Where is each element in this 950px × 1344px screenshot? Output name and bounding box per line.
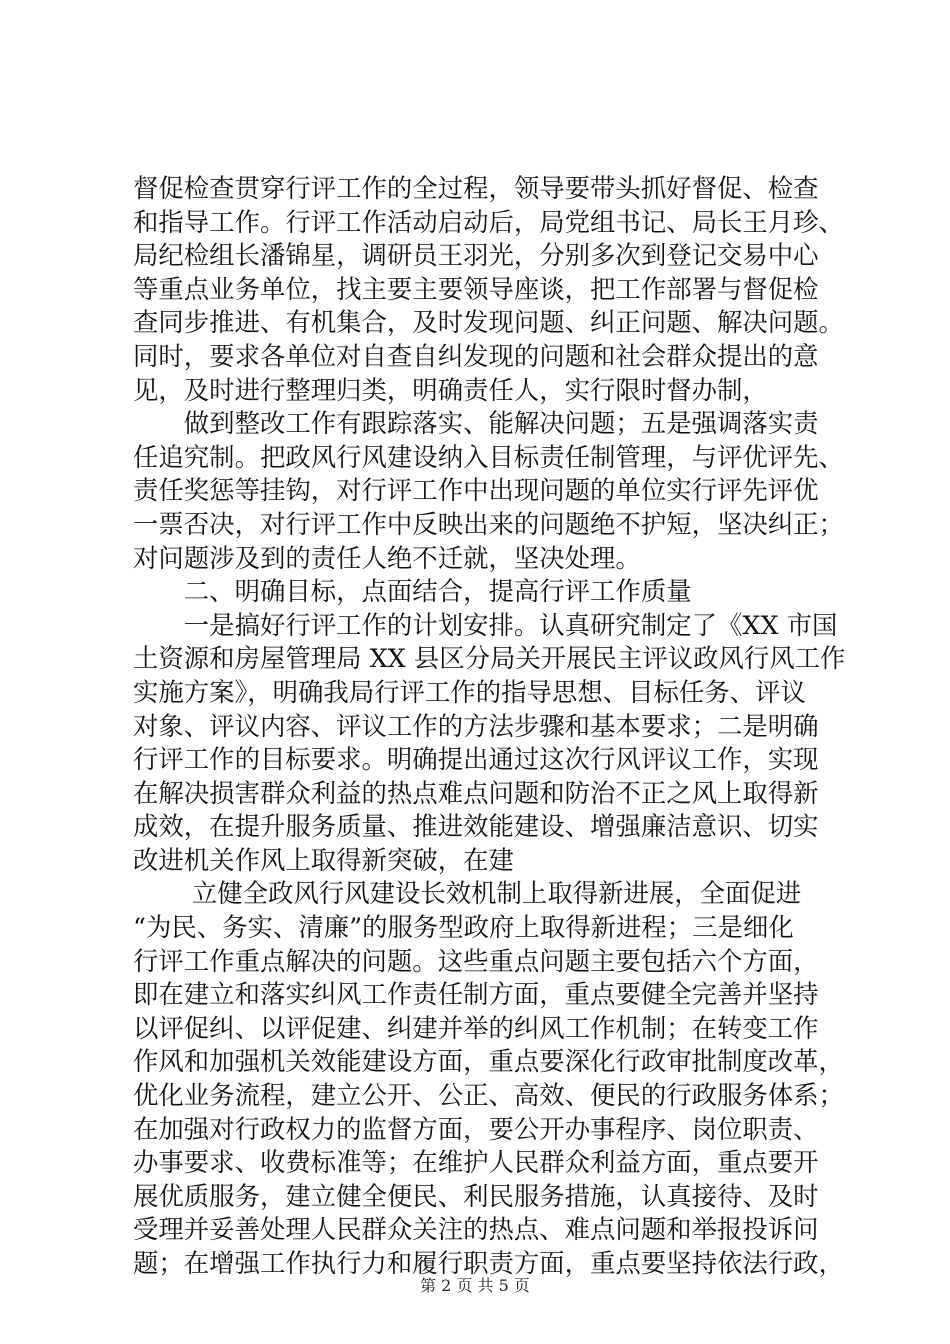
text-line: 题；在增强工作执行力和履行职责方面，重点要坚持依法行政， xyxy=(133,1248,844,1278)
text-line: 在解决损害群众利益的热点难点问题和防治不正之风上取得新 xyxy=(133,777,819,808)
text-line: 责任奖惩等挂钩，对行评工作中出现问题的单位实行评先评优 xyxy=(133,475,819,506)
text-line: “为民、务实、清廉”的服务型政府上取得新进程；三是细化 xyxy=(133,912,794,943)
text-line: 查同步推进、有机集合，及时发现问题、纠正问题、解决问题。 xyxy=(133,307,844,338)
text-line: 优化业务流程，建立公开、公正、高效、便民的行政服务体系； xyxy=(133,1080,844,1111)
text-line: 即在建立和落实纠风工作责任制方面，重点要健全完善并坚持 xyxy=(133,979,819,1010)
text-line: 展优质服务，建立健全便民、利民服务措施，认真接待、及时 xyxy=(133,1180,819,1211)
text-line: 行评工作重点解决的问题。这些重点问题主要包括六个方面， xyxy=(133,945,819,976)
text-line: 实施方案》，明确我局行评工作的指导思想、目标任务、评议 xyxy=(133,676,806,707)
text-line: 土资源和房屋管理局 XX 县区分局关开展民主评议政风行风工作 xyxy=(133,643,846,674)
page-number-footer: 第 2 页 共 5 页 xyxy=(420,1276,530,1295)
text-line: 同时，要求各单位对自查自纠发现的问题和社会群众提出的意 xyxy=(133,340,819,371)
text-line: 局纪检组长潘锦星，调研员王羽光，分别多次到登记交易中心 xyxy=(133,240,819,271)
text-line: 一是搞好行评工作的计划安排。认真研究制定了《XX 市国 xyxy=(133,609,838,640)
text-line: 见，及时进行整理归类，明确责任人，实行限时督办制， xyxy=(133,374,768,405)
document-body xyxy=(133,172,846,1281)
text-line: 做到整改工作有跟踪落实、能解决问题；五是强调落实责 xyxy=(133,408,819,439)
text-line: 成效，在提升服务质量、推进效能建设、增强廉洁意识、切实 xyxy=(133,811,819,842)
text-line: 对问题涉及到的责任人绝不迁就，坚决处理。 xyxy=(133,542,641,573)
text-line: 以评促纠、以评促建、纠建并举的纠风工作机制；在转变工作 xyxy=(133,1012,819,1043)
text-line: 受理并妥善处理人民群众关注的热点、难点问题和举报投诉问 xyxy=(133,1214,819,1245)
text-line: 对象、评议内容、评议工作的方法步骤和基本要求；二是明确 xyxy=(133,710,819,741)
text-line: 等重点业务单位，找主要主要领导座谈，把工作部署与督促检 xyxy=(133,273,819,304)
text-line: 立健全政风行风建设长效机制上取得新进展，全面促进 xyxy=(133,878,802,909)
text-line: 任追究制。把政风行风建设纳入目标责任制管理，与评优评先、 xyxy=(133,441,844,472)
text-line: 行评工作的目标要求。明确提出通过这次行风评议工作，实现 xyxy=(133,744,819,775)
text-line: 一票否决，对行评工作中反映出来的问题绝不护短，坚决纠正； xyxy=(133,508,844,539)
text-line: 督促检查贯穿行评工作的全过程，领导要带头抓好督促、检查 xyxy=(133,173,819,203)
text-line: 办事要求、收费标准等；在维护人民群众利益方面，重点要开 xyxy=(133,1147,819,1178)
text-line: 和指导工作。行评工作活动启动后，局党组书记、局长王月珍、 xyxy=(133,206,844,237)
text-line: 在加强对行政权力的监督方面，要公开办事程序、岗位职责、 xyxy=(133,1113,819,1144)
section-heading: 二、明确目标，点面结合，提高行评工作质量 xyxy=(133,576,692,607)
text-line: 改进机关作风上取得新突破，在建 xyxy=(133,844,514,875)
text-line: 作风和加强机关效能建设方面，重点要深化行政审批制度改革， xyxy=(133,1046,844,1077)
